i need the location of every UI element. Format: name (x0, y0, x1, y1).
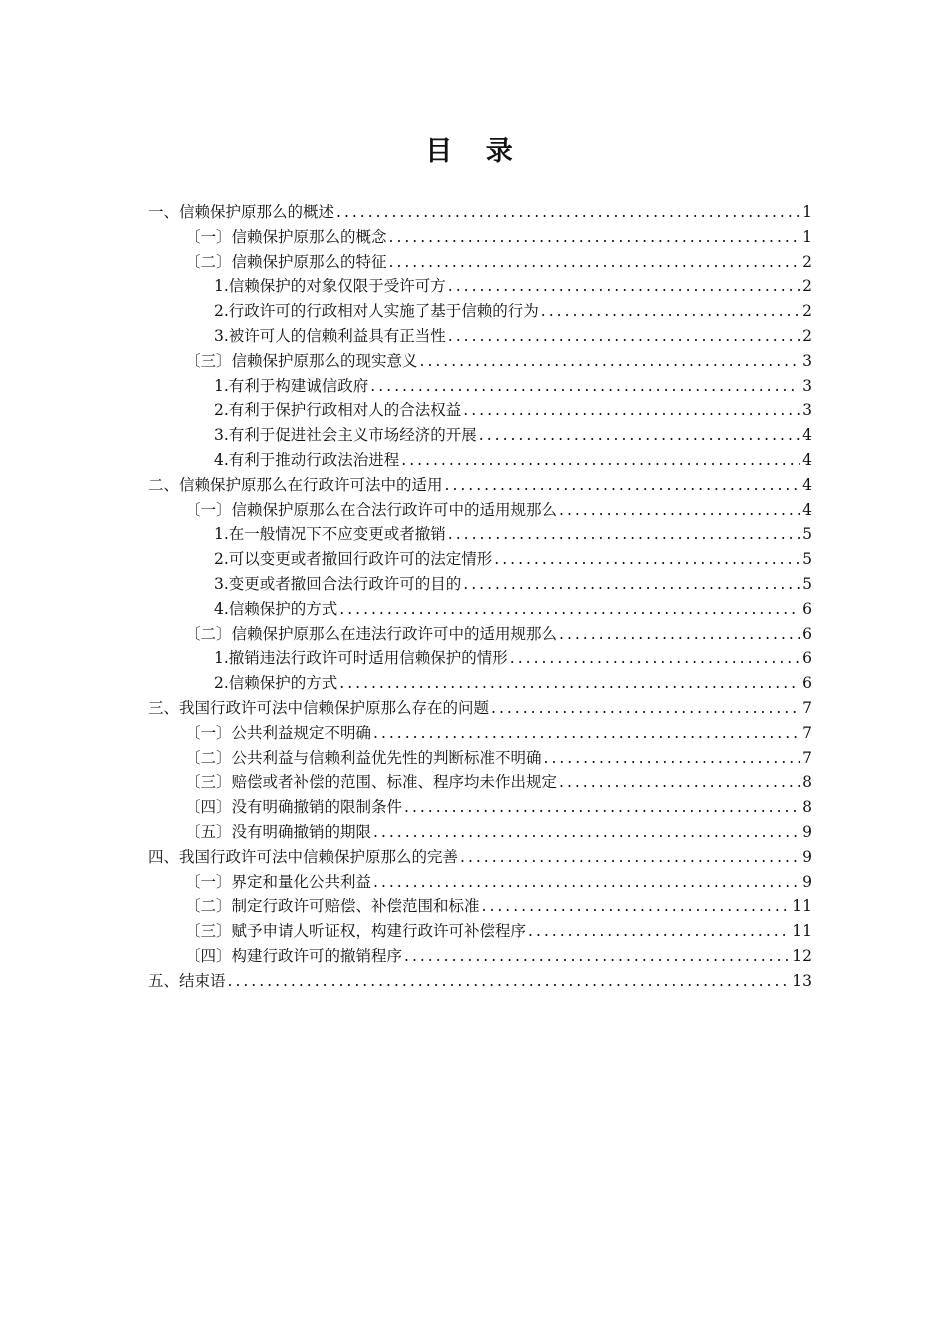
toc-entry-title: 3.变更或者撤回合法行政许可的目的 (214, 574, 462, 593)
toc-page-number: 4 (802, 475, 812, 494)
toc-page-number: 4 (802, 450, 812, 469)
toc-page-number: 2 (802, 326, 812, 345)
toc-dot-leader (559, 622, 800, 647)
toc-page-number: 8 (802, 773, 812, 792)
toc-page-number: 13 (792, 971, 812, 990)
toc-entry[interactable] (148, 919, 812, 944)
toc-entry-title: 五、结束语 (148, 971, 226, 990)
toc-page-number: 3 (802, 351, 812, 370)
toc-entry-title: 〔四〕构建行政许可的撤销程序 (185, 946, 403, 965)
toc-entry[interactable] (148, 324, 812, 349)
toc-dot-leader (463, 398, 800, 423)
toc-entry-title: 1.信赖保护的对象仅限于受许可方 (214, 277, 446, 296)
toc-entry-title: 4.信赖保护的方式 (214, 599, 338, 618)
toc-page-number: 7 (802, 748, 812, 767)
toc-entry[interactable] (148, 274, 812, 299)
toc-entry[interactable] (148, 225, 812, 250)
toc-entry[interactable] (148, 646, 812, 671)
toc-page-number: 7 (802, 698, 812, 717)
toc-page-number: 5 (802, 550, 812, 569)
toc-entry-title: 〔三〕赔偿或者补偿的范围、标准、程序均未作出规定 (185, 773, 558, 792)
toc-dot-leader (544, 746, 801, 771)
toc-page-number: 3 (802, 376, 812, 395)
toc-dot-leader (389, 250, 801, 275)
toc-entry-title: 〔三〕信赖保护原那么的现实意义 (185, 351, 418, 370)
toc-entry-title: 〔二〕公共利益与信赖利益优先性的判断标准不明确 (185, 748, 542, 767)
toc-entry[interactable] (148, 820, 812, 845)
toc-entry[interactable] (148, 696, 812, 721)
toc-page-number: 6 (802, 674, 812, 693)
toc-page-number: 2 (802, 277, 812, 296)
toc-entry-title: 三、我国行政许可法中信赖保护原那么存在的问题 (148, 698, 490, 717)
toc-entry[interactable] (148, 770, 812, 795)
toc-entry-title: 3.被许可人的信赖利益具有正当性 (214, 326, 446, 345)
toc-dot-leader (460, 845, 800, 870)
toc-entry[interactable] (148, 746, 812, 771)
toc-dot-leader (448, 274, 800, 299)
toc-entry[interactable] (148, 622, 812, 647)
toc-entry-title: 四、我国行政许可法中信赖保护原那么的完善 (148, 847, 459, 866)
toc-entry-title: 〔一〕界定和量化公共利益 (185, 872, 372, 891)
toc-entry-title: 〔二〕制定行政许可赔偿、补偿范围和标准 (185, 897, 480, 916)
toc-dot-leader (228, 969, 791, 994)
toc-dot-leader (559, 498, 800, 523)
toc-dot-leader (389, 225, 801, 250)
toc-entry-title: 一、信赖保护原那么的概述 (148, 203, 335, 221)
toc-entry-title: 〔一〕信赖保护原那么的概念 (185, 227, 387, 246)
page-title: 目 录 (425, 136, 525, 167)
toc-dot-leader (373, 721, 800, 746)
toc-page-number: 3 (802, 401, 812, 420)
toc-page-number: 5 (802, 525, 812, 544)
toc-dot-leader (339, 597, 800, 622)
toc-entry-title: 〔四〕没有明确撤销的限制条件 (185, 798, 403, 817)
toc-entry[interactable] (148, 423, 812, 448)
toc-page-number: 6 (802, 649, 812, 668)
toc-entry[interactable] (148, 522, 812, 547)
toc-dot-leader (448, 324, 800, 349)
toc-entry-title: 二、信赖保护原那么在行政许可法中的适用 (148, 475, 443, 494)
toc-entry-title: 2.有利于保护行政相对人的合法权益 (214, 401, 462, 420)
toc-page-number: 1 (802, 203, 812, 221)
toc-entry[interactable] (148, 398, 812, 423)
toc-page-number: 7 (802, 723, 812, 742)
toc-dot-leader (448, 522, 800, 547)
toc-entry[interactable] (148, 870, 812, 895)
toc-dot-leader (491, 696, 800, 721)
toc-entry[interactable] (148, 721, 812, 746)
toc-entry[interactable] (148, 473, 812, 498)
toc-dot-leader (404, 944, 790, 969)
toc-entry-title: 〔一〕信赖保护原那么在合法行政许可中的适用规那么 (185, 500, 558, 519)
toc-dot-leader (528, 919, 790, 944)
toc-entry[interactable] (148, 547, 812, 572)
toc-entry[interactable] (148, 671, 812, 696)
toc-dot-leader (336, 200, 800, 225)
toc-page-number: 4 (802, 500, 812, 519)
toc-dot-leader (559, 770, 800, 795)
toc-page-number: 6 (802, 624, 812, 643)
toc-entry-title: 〔二〕信赖保护原那么的特征 (185, 252, 387, 271)
toc-entry-title: 1.有利于构建诚信政府 (214, 376, 369, 395)
toc-page-number: 9 (802, 847, 812, 866)
toc-dot-leader (541, 299, 800, 324)
toc-page-number: 9 (802, 872, 812, 891)
toc-entry-title: 1.在一般情况下不应变更或者撤销 (214, 525, 446, 544)
toc-entry-title: 〔二〕信赖保护原那么在违法行政许可中的适用规那么 (185, 624, 558, 643)
toc-entry-title: 1.撤销违法行政许可时适用信赖保护的情形 (214, 649, 508, 668)
table-of-contents (148, 200, 812, 994)
toc-dot-leader (339, 671, 800, 696)
toc-entry[interactable] (148, 299, 812, 324)
toc-page-number: 4 (802, 426, 812, 445)
toc-dot-leader (494, 547, 800, 572)
toc-dot-leader (479, 423, 800, 448)
toc-page-number: 12 (792, 946, 812, 965)
toc-entry[interactable] (148, 448, 812, 473)
toc-entry[interactable] (148, 894, 812, 919)
toc-dot-leader (420, 349, 801, 374)
toc-page-number: 11 (792, 922, 812, 941)
toc-page-number: 6 (802, 599, 812, 618)
toc-entry[interactable] (148, 200, 812, 225)
toc-entry-title: 2.可以变更或者撤回行政许可的法定情形 (214, 550, 493, 569)
toc-dot-leader (370, 374, 800, 399)
toc-dot-leader (510, 646, 800, 671)
toc-entry-title: 3.有利于促进社会主义市场经济的开展 (214, 426, 477, 445)
toc-entry-title: 2.信赖保护的方式 (214, 674, 338, 693)
toc-page-number: 5 (802, 574, 812, 593)
toc-dot-leader (373, 820, 800, 845)
toc-page-number: 1 (802, 227, 812, 246)
toc-dot-leader (463, 572, 800, 597)
toc-entry[interactable] (148, 969, 812, 994)
toc-dot-leader (482, 894, 791, 919)
toc-page-number: 8 (802, 798, 812, 817)
toc-entry-title: 〔五〕没有明确撤销的期限 (185, 822, 372, 841)
toc-dot-leader (445, 473, 801, 498)
toc-page-number: 2 (802, 252, 812, 271)
toc-entry[interactable] (148, 597, 812, 622)
toc-page-number: 9 (802, 822, 812, 841)
toc-entry[interactable] (148, 845, 812, 870)
toc-dot-leader (401, 448, 800, 473)
toc-entry[interactable] (148, 572, 812, 597)
toc-entry-title: 〔三〕赋予申请人听证权，构建行政许可补偿程序 (185, 922, 527, 941)
toc-entry[interactable] (148, 374, 812, 399)
toc-entry-title: 2.行政许可的行政相对人实施了基于信赖的行为 (214, 302, 539, 321)
toc-entry[interactable] (148, 498, 812, 523)
toc-entry[interactable] (148, 349, 812, 374)
toc-entry-title: 〔一〕公共利益规定不明确 (185, 723, 372, 742)
toc-page-number: 11 (792, 897, 812, 916)
toc-dot-leader (373, 870, 800, 895)
toc-page-number: 2 (802, 302, 812, 321)
toc-entry[interactable] (148, 250, 812, 275)
toc-entry[interactable] (148, 795, 812, 820)
toc-entry[interactable] (148, 944, 812, 969)
toc-entry-title: 4.有利于推动行政法治进程 (214, 450, 400, 469)
toc-dot-leader (404, 795, 800, 820)
